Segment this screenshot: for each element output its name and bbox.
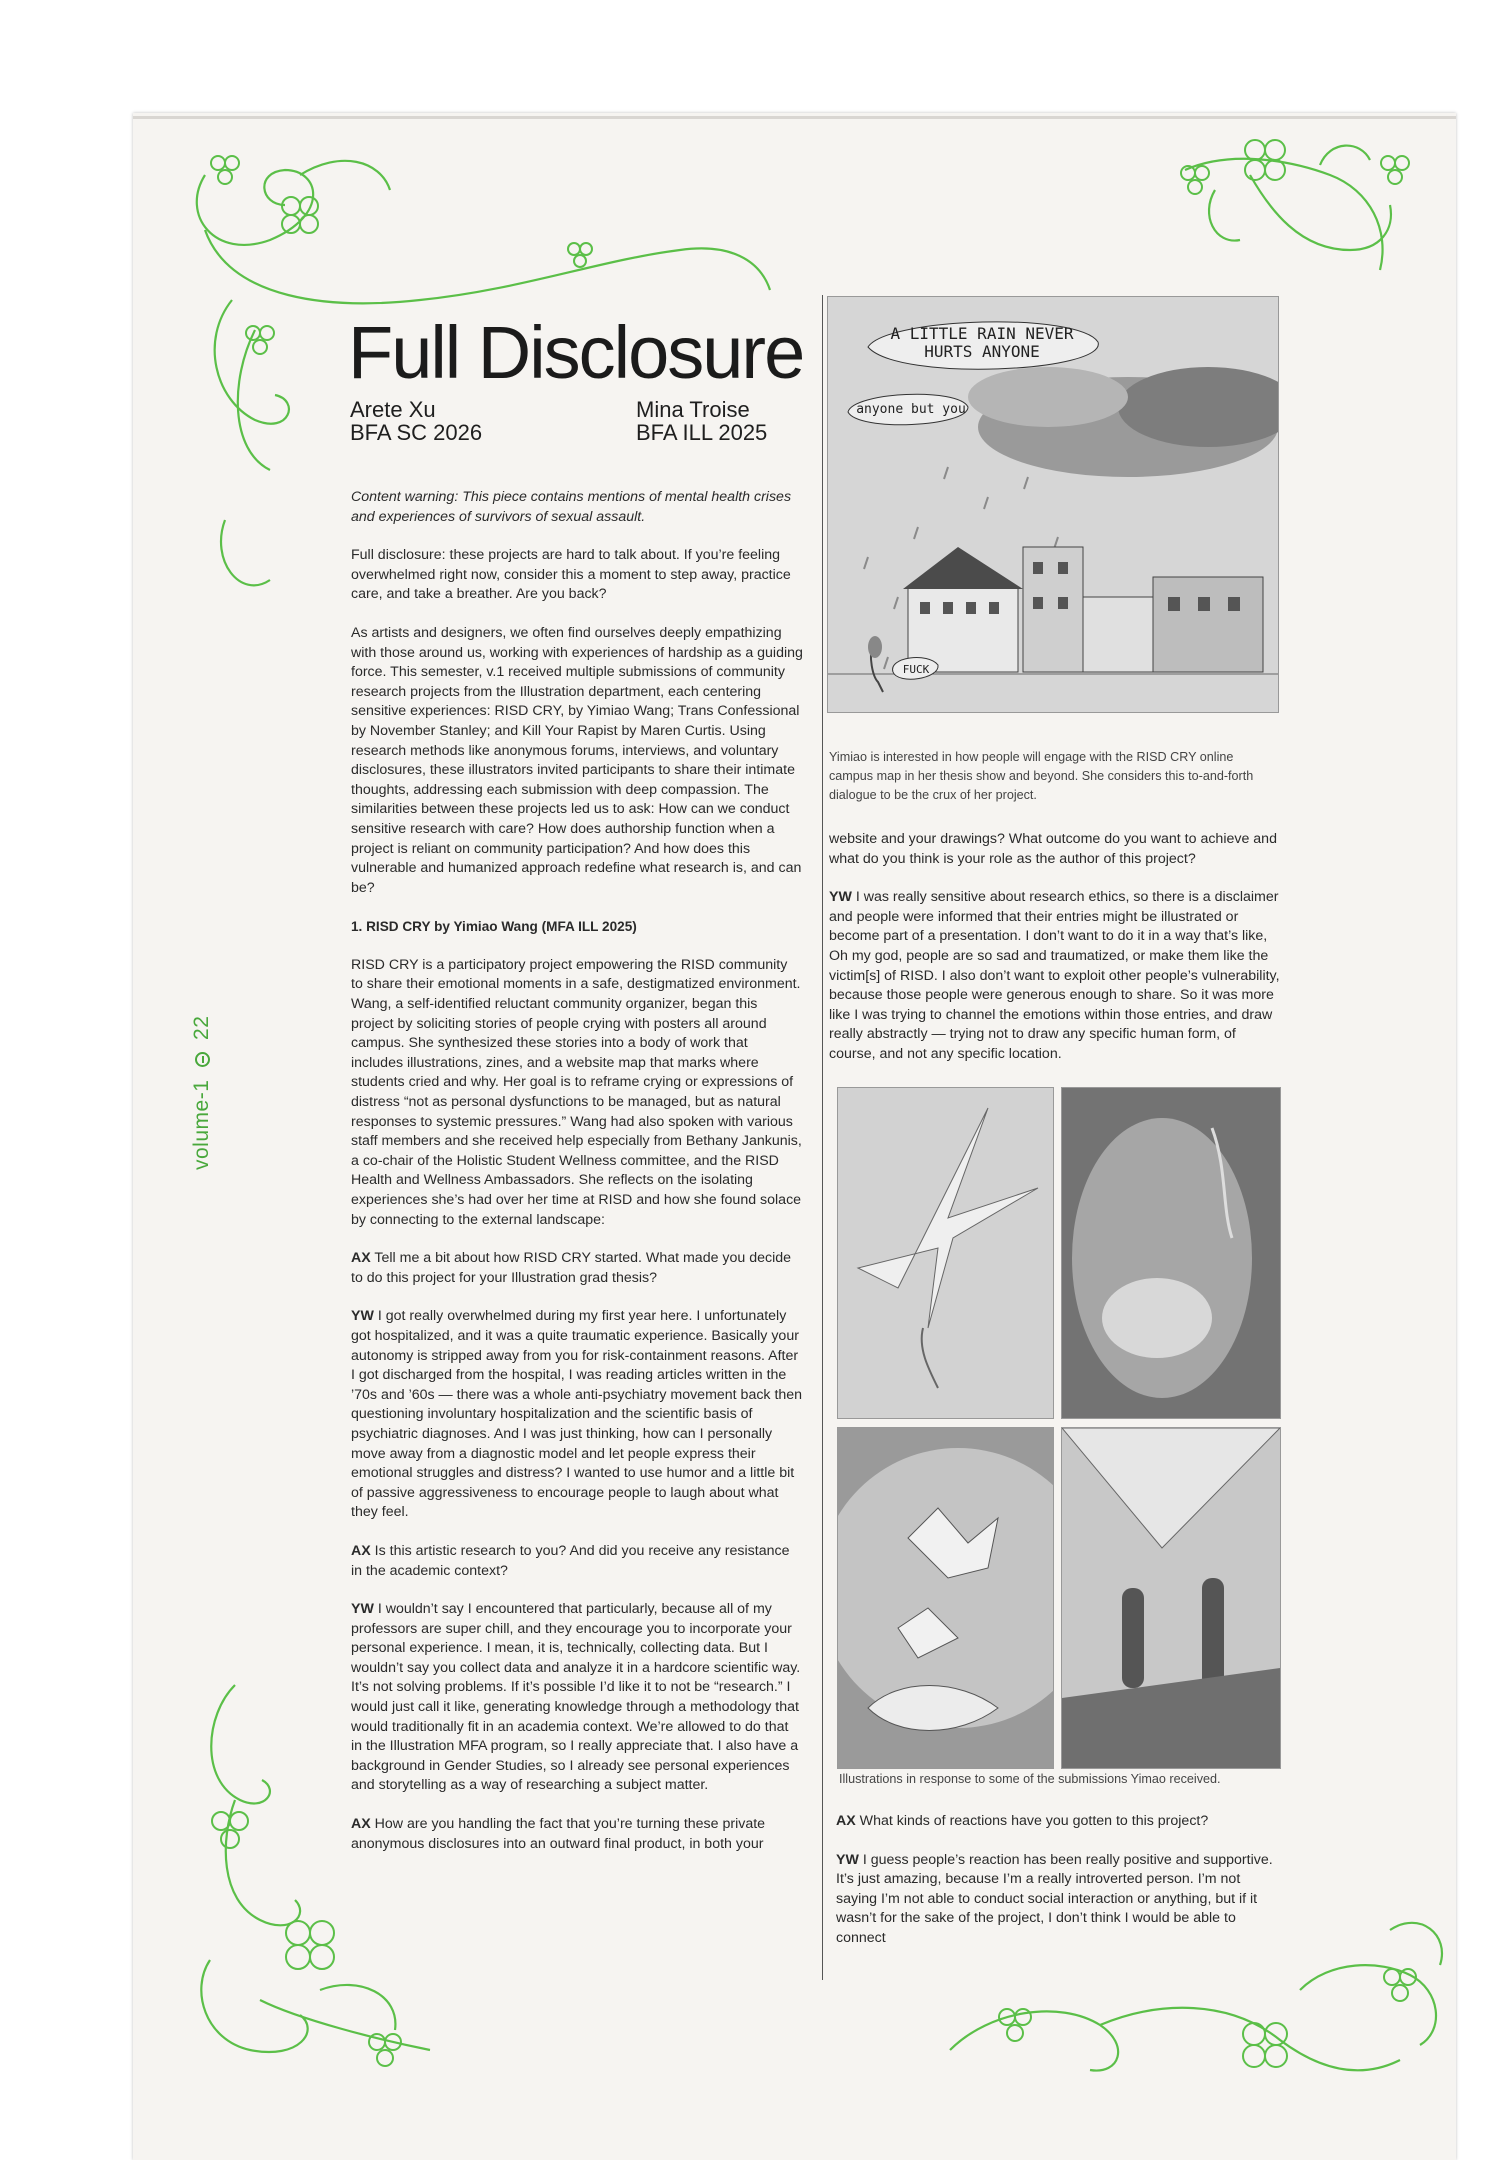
globe-icon [195,1052,210,1067]
speaker-label: AX [351,1816,371,1833]
column-divider [822,295,823,1980]
right-column-lower [836,1812,1280,1968]
illustration-panel-starfish [837,1087,1054,1419]
answer-1: YW I got really overwhelmed during my first year here. I unfortunately got hospitalized, and it was a quite traumatic experience. Basically your autonomy is stripped away from you for risk-containment reasons. After I got discharged from the hospital, I was reading articles written in the ’70s and ’60s — there was a whole anti-psychiatry movement back then questioning involuntary hospitalization and the scientific basis of psychiatric diagnoses. And I was just thinking, how can I personally move away from a diagnostic model and let people express their emotional struggles and distress? I wanted to use humor and a little bit of passive aggressiveness to encourage people to laugh about what they feel. [351,1308,803,1521]
author-1-program: BFA SC 2026 [350,420,483,445]
author-2 [636,398,767,444]
panel-drawing [1062,1088,1280,1418]
project-intro: RISD CRY is a participatory project empowering the RISD community to share their emotional moments in a safe, destigmatized environment. Wang, a self-identified reluctant community organizer, began this project by soliciting stories of people crying with posters all around campus. She synthesized these stories into a body of work that includes illustrations, zines, and a website map that marks where students cried and why. Her goal is to reframe crying or expressions of distress “not as personal dysfunctions to be managed, but as natural responses to systemic pressures.” Wang had also spoken with various staff members and she received help especially from Bethany Jankunis, a co-chair of the Holistic Student Wellness committee, and the RISD Health and Wellness Ambassadors. She reflects on the isolating experiences she’s had over her time at RISD and how she found solace by connecting to the external landscape: [351,956,802,1228]
illustration-panel-globe [837,1427,1054,1769]
bird-bubble-text: FUCK [902,663,930,676]
illustration-panel-figures [1061,1427,1281,1769]
framing-paragraph: As artists and designers, we often find ourselves deeply empathizing with those around us, working with experiences of hardship as a guiding force. This semester, v.1 received multiple submissions of community research projects from the Illustration department, each centering sensitive experiences: RISD CRY, by Yimiao Wang; Trans Confessional by November Stanley; and Kill Your Rapist by Maren Curtis. Using research methods like anonymous forums, interviews, and voluntary disclosures, these illustrators invited participants to share their intimate thoughts, addressing each submission with deep compassion. The similarities between these projects led us to ask: How can we conduct sensitive research with care? How does authorship function when a project is reliant on community participation? And how does this vulnerable and humanized approach redefine what research is, and can be? [351,624,803,896]
speaker-label: YW [829,889,852,906]
answer-3: YW I was really sensitive about research ethics, so there is a disclaimer and people were informed that their entries might be illustrated or become part of a presentation. I don’t want to do it in a way that’s like, Oh my god, people are so sad and traumatized, or make them like the victim[s] of RISD. I also don’t want to exploit other people’s vulnerability, because those people were generous enough to share. So it was more like I was trying to channel the emotions within those entries, and draw really abstractly — trying not to draw any specific human form, of course, and not any specific location. [829,889,1280,1062]
rain-illustration [827,296,1279,713]
question-1: AX Tell me a bit about how RISD CRY started. What made you decide to do this project for your Illustration grad thesis? [351,1250,792,1286]
speaker-label: AX [351,1542,371,1559]
speaker-label: YW [351,1601,374,1618]
volume-label: volume-1 [190,1079,213,1170]
panel-drawing [838,1088,1053,1418]
speaker-label: YW [351,1308,374,1325]
content-warning: Content warning: This piece contains mentions of mental health crises and experiences of survivors of sexual assault. [351,489,792,525]
page-fold-edge [133,116,1456,119]
left-column [351,488,803,1873]
question-3: AX How are you handling the fact that you’re turning these private anonymous disclosures into an outward final product, in both your [351,1816,766,1852]
question-3-continued: website and your drawings? What outcome do you want to achieve and what do you think is your role as the author of this project? [829,831,1277,867]
panel-drawing [838,1428,1053,1768]
author-2-program: BFA ILL 2025 [636,420,768,445]
intro-paragraph: Full disclosure: these projects are hard to talk about. If you’re feeling overwhelmed right now, consider this a moment to step away, practice care, and take a breather. Are you back? [351,547,791,603]
speaker-label: YW [836,1851,859,1868]
author-1-name: Arete Xu [350,397,436,422]
page-number: 22 [190,1015,213,1040]
reply-bubble-text: anyone but you [856,402,966,417]
article-title: Full Disclosure [348,311,804,394]
caption-rain: Yimiao is interested in how people will engage with the RISD CRY online campus map in her thesis show and beyond. She considers this to-and-forth dialogue to be the crux of her project. [829,750,1254,802]
speaker-label: AX [351,1250,371,1267]
panel-drawing [1062,1428,1280,1768]
author-2-name: Mina Troise [636,397,750,422]
speaker-label: AX [836,1813,856,1829]
speech-bubble-text: A LITTLE RAIN NEVER HURTS ANYONE [890,324,1074,361]
question-2: AX Is this artistic research to you? And did you receive any resistance in the academic context? [351,1542,790,1579]
answer-2: YW I wouldn’t say I encountered that particularly, because all of my professors are super chill, and they encourage you to incorporate your personal experience. I mean, it is, technically, collecting data. But I wouldn’t say you collect data and analyze it in a hardcore scientific way. It’s not solving problems. If it’s possible I’d like it to not be “research.” I would just call it like, generating knowledge through a methodology that would traditionally fit in an academia context. We’re allowed to do that in the Illustration MFA program, so I really appreciate that. I also have a background in Gender Studies, so I already see personal experiences and storytelling as a way of researching a subject matter. [351,1601,801,1794]
caption-panels: Illustrations in response to some of the submissions Yimao received. [839,1772,1221,1786]
question-4: AX What kinds of reactions have you gotten to this project? [836,1813,1209,1829]
section-heading: 1. RISD CRY by Yimiao Wang (MFA ILL 2025) [351,919,637,935]
right-column-upper [829,830,1281,1084]
volume-page-label [190,1016,214,1170]
author-1 [350,398,482,444]
illustration-panel-cave [1061,1087,1281,1419]
answer-4: YW I guess people’s reaction has been really positive and supportive. It’s just amazing, because I’m a really introverted person. I’m not saying I’m not able to conduct social interaction or anything, but if it wasn’t for the sake of the project, I don’t think I would be able to connect [836,1851,1273,1946]
